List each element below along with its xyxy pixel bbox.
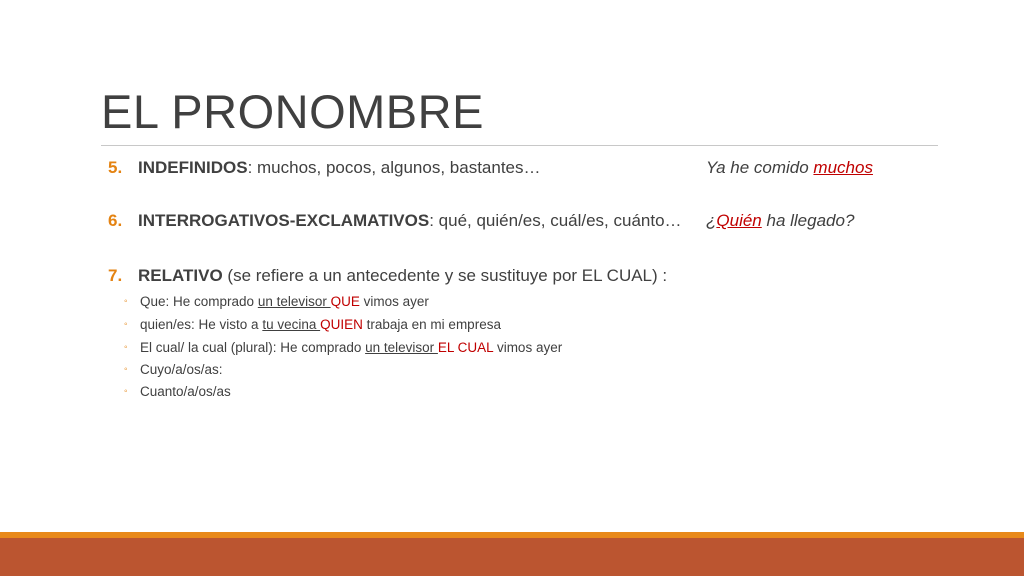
example-text: ¿ — [706, 211, 717, 230]
bullet-icon: ◦ — [124, 342, 128, 353]
bullet-icon: ◦ — [124, 364, 128, 375]
sub-item-quien — [124, 317, 501, 332]
item-term: RELATIVO — [138, 266, 223, 285]
sub-item-text: El cual/ la cual (plural): He comprado — [140, 340, 366, 355]
sub-item-text: Cuyo/a/os/as: — [140, 362, 223, 377]
sub-item-text-end: vimos ayer — [359, 294, 429, 309]
sub-item-cuyo — [124, 362, 223, 377]
sub-item-el-cual — [124, 340, 562, 355]
example-highlight: muchos — [813, 158, 873, 177]
sub-item-antecedent: un televisor — [365, 340, 438, 355]
sub-item-text-end: trabaja en mi empresa — [362, 317, 501, 332]
sub-item-relative: QUE — [330, 294, 360, 309]
sub-item-text-end: vimos ayer — [493, 340, 563, 355]
sub-item-text: quien/es: He visto a — [140, 317, 263, 332]
item-number: 5. — [108, 158, 123, 177]
sub-item-cuanto — [124, 384, 231, 399]
list-item-relativo — [108, 266, 667, 286]
item-description: (se refiere a un antecedente y se sustituye por EL CUAL) : — [222, 266, 668, 285]
example-text-end: ha llegado? — [761, 211, 855, 230]
example-highlight: Quién — [716, 211, 762, 230]
bullet-icon: ◦ — [124, 296, 128, 307]
sub-item-relative: QUIEN — [320, 317, 363, 332]
item-term: INDEFINIDOS — [138, 158, 248, 177]
sub-item-antecedent: un televisor — [257, 294, 331, 309]
item-number: 6. — [108, 211, 123, 230]
title-divider — [101, 145, 938, 146]
item-number: 7. — [108, 266, 123, 285]
sub-item-relative: EL CUAL — [437, 340, 494, 355]
list-item-interrogativos — [108, 211, 682, 231]
sub-item-antecedent: tu vecina — [262, 317, 321, 332]
item-description: : qué, quién/es, cuál/es, cuánto… — [429, 211, 682, 230]
example-text: Ya he comido — [706, 158, 814, 177]
example-interrogativos — [706, 211, 854, 231]
sub-item-text: Que: He comprado — [140, 294, 258, 309]
item-term: INTERROGATIVOS-EXCLAMATIVOS — [138, 211, 430, 230]
sub-item-que — [124, 294, 429, 309]
example-indefinidos — [706, 158, 873, 178]
sub-item-text: Cuanto/a/os/as — [140, 384, 231, 399]
list-item-indefinidos — [108, 158, 541, 178]
bullet-icon: ◦ — [124, 319, 128, 330]
item-description: : muchos, pocos, algunos, bastantes… — [247, 158, 541, 177]
bullet-icon: ◦ — [124, 386, 128, 397]
footer-bar — [0, 538, 1024, 576]
slide-title: EL PRONOMBRE — [101, 85, 484, 138]
